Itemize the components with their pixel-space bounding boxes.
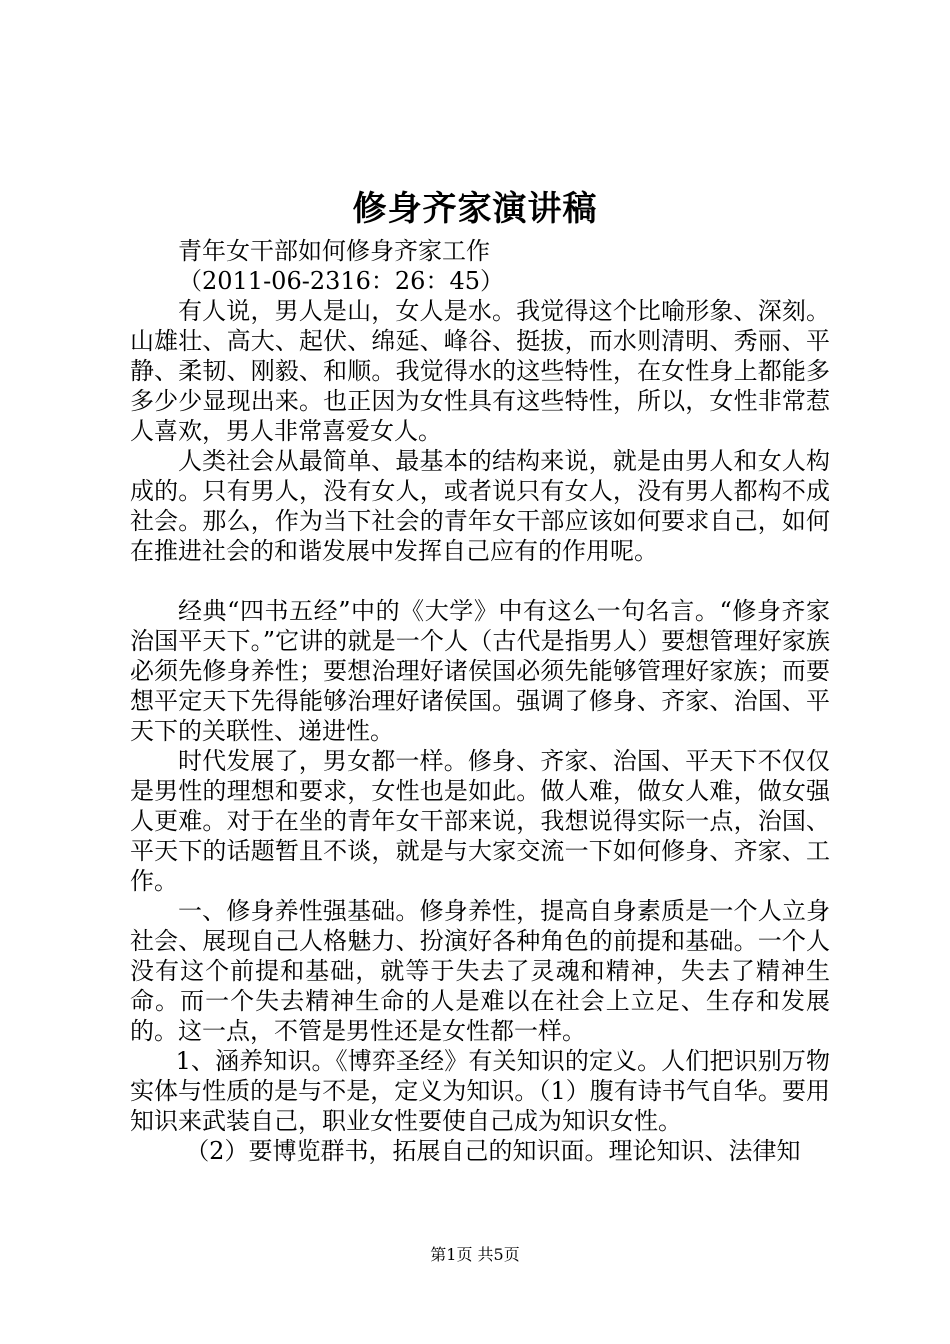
subtitle-line: 青年女干部如何修身齐家工作: [178, 237, 490, 265]
paragraph: 1、涵养知识。《博弈圣经》有关知识的定义。人们把识别万物实体与性质的是与不是，定义为知识。（1）腹有诗书气自华。要用知识来武装自己，职业女性要使自己成为知识女性。: [130, 1047, 830, 1135]
paragraph: （2）要博览群书，拓展自己的知识面。理论知识、法律知: [185, 1137, 801, 1165]
blank-line: [130, 566, 830, 596]
paragraph: 经典“四书五经”中的《大学》中有这么一句名言。“修身齐家治国平天下。”它讲的就是一个人（古代是指男人）要想管理好家族必须先修身养性；要想治理好诸侯国必须先能够管理好家族；而要想平定天下先得能够治理好诸侯国。强调了修身、齐家、治国、平天下的关联性、递进性。: [130, 597, 830, 745]
document-body: [130, 236, 830, 1166]
paragraph: 有人说，男人是山，女人是水。我觉得这个比喻形象、深刻。山雄壮、高大、起伏、绵延、峰谷、挺拔，而水则清明、秀丽、平静、柔韧、刚毅、和顺。我觉得水的这些特性，在女性身上都能多多少少显现出来。也正因为女性具有这些特性，所以，女性非常惹人喜欢，男人非常喜爱女人。: [130, 297, 830, 445]
page-footer: 第1页 共5页: [430, 1245, 520, 1264]
paragraph: 一、修身养性强基础。修身养性，提高自身素质是一个人立身社会、展现自己人格魅力、扮演好各种角色的前提和基础。一个人没有这个前提和基础，就等于失去了灵魂和精神，失去了精神生命。而一个失去精神生命的人是难以在社会上立足、生存和发展的。这一点，不管是男性还是女性都一样。: [130, 897, 830, 1045]
date-line: （2011-06-2316：26：45）: [178, 267, 504, 295]
paragraph: 时代发展了，男女都一样。修身、齐家、治国、平天下不仅仅是男性的理想和要求，女性也是如此。做人难，做女人难，做女强人更难。对于在坐的青年女干部来说，我想说得实际一点，治国、平天下的话题暂且不谈，就是与大家交流一下如何修身、齐家、工作。: [130, 747, 830, 895]
document-title: 修身齐家演讲稿: [352, 189, 598, 229]
paragraph: 人类社会从最简单、最基本的结构来说，就是由男人和女人构成的。只有男人，没有女人，或者说只有女人，没有男人都构不成社会。那么，作为当下社会的青年女干部应该如何要求自己，如何在推进社会的和谐发展中发挥自己应有的作用呢。: [130, 447, 830, 565]
